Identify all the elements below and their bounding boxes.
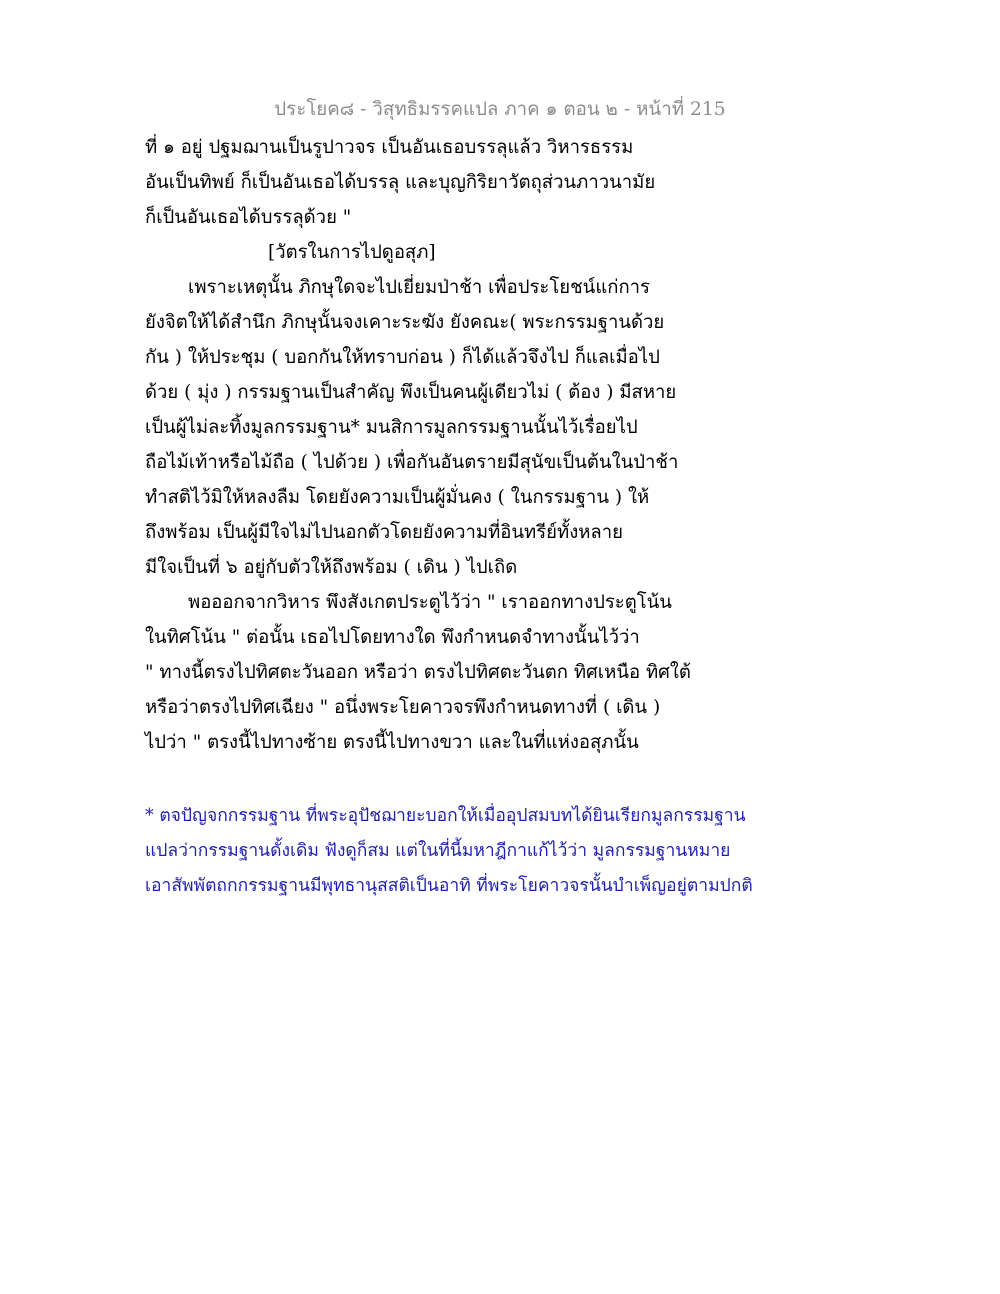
body-line: ถึงพร้อม เป็นผู้มีใจไม่ไปนอกตัวโดยยังความที่อินทรีย์ทั้งหลาย [145,522,624,543]
body-line: หรือว่าตรงไปทิศเฉียง " อนึ่งพระโยคาวจรพึงกำหนดทางที่ ( เดิน ) [145,697,661,718]
running-header: ประโยค๘ - วิสุทธิมรรคแปล ภาค ๑ ตอน ๒ - หน้าที่ 215 [274,99,726,120]
body-line: ทำสติไว้มิให้หลงลืม โดยยังความเป็นผู้มั่นคง ( ในกรรมฐาน ) ให้ [145,487,650,508]
body-line: พอออกจากวิหาร พึงสังเกตประตูไว้ว่า " เราออกทางประตูโน้น [188,592,672,613]
body-line: เพราะเหตุนั้น ภิกษุใดจะไปเยี่ยมป่าช้า เพื่อประโยชน์แก่การ [188,277,650,298]
footnote-line: แปลว่ากรรมฐานดั้งเดิม ฟังดูก็สม แต่ในที่นี้มหาฎีกาแก้ไว้ว่า มูลกรรมฐานหมาย [145,841,731,861]
body-line: ก็เป็นอันเธอได้บรรลุด้วย " [145,207,352,228]
footnote-line: * ตจปัญจกกรรมฐาน ที่พระอุปัชฌายะบอกให้เมื่ออุปสมบทได้ยินเรียกมูลกรรมฐาน [145,806,746,826]
body-line: อันเป็นทิพย์ ก็เป็นอันเธอได้บรรลุ และบุญกิริยาวัตถุส่วนภาวนามัย [145,172,656,193]
body-line: ไปว่า " ตรงนี้ไปทางซ้าย ตรงนี้ไปทางขวา และในที่แห่งอสุภนั้น [145,732,639,753]
body-line: มีใจเป็นที่ ๖ อยู่กับตัวให้ถึงพร้อม ( เดิน ) ไปเถิด [145,557,518,578]
body-line: ในทิศโน้น " ต่อนั้น เธอไปโดยทางใด พึงกำหนดจำทางนั้นไว้ว่า [145,627,640,648]
body-line: ด้วย ( มุ่ง ) กรรมฐานเป็นสำคัญ พึงเป็นคนผู้เดียวไม่ ( ต้อง ) มีสหาย [145,382,677,403]
body-line: กัน ) ให้ประชุม ( บอกกันให้ทราบก่อน ) ก็ได้แล้วจึงไป ก็แลเมื่อไป [145,347,660,368]
body-line: ที่ ๑ อยู่ ปฐมฌานเป็นรูปาวจร เป็นอันเธอบรรลุแล้ว วิหารธรรม [145,137,634,158]
footnote-line: เอาสัพพัตถกกรรมฐานมีพุทธานุสสติเป็นอาทิ ที่พระโยคาวจรนั้นบำเพ็ญอยู่ตามปกติ [145,876,753,896]
body-line: เป็นผู้ไม่ละทิ้งมูลกรรมฐาน* มนสิการมูลกรรมฐานนั้นไว้เรื่อยไป [145,417,638,438]
body-line: ถือไม้เท้าหรือไม้ถือ ( ไปด้วย ) เพื่อกันอันตรายมีสุนัขเป็นต้นในป่าช้า [145,452,679,473]
section-heading: [วัตรในการไปดูอสุภ] [268,242,436,263]
body-line: ยังจิตให้ได้สำนึก ภิกษุนั้นจงเคาะระฆัง ยังคณะ( พระกรรมฐานด้วย [145,312,665,333]
body-line: " ทางนี้ตรงไปทิศตะวันออก หรือว่า ตรงไปทิศตะวันตก ทิศเหนือ ทิศใต้ [145,662,691,683]
